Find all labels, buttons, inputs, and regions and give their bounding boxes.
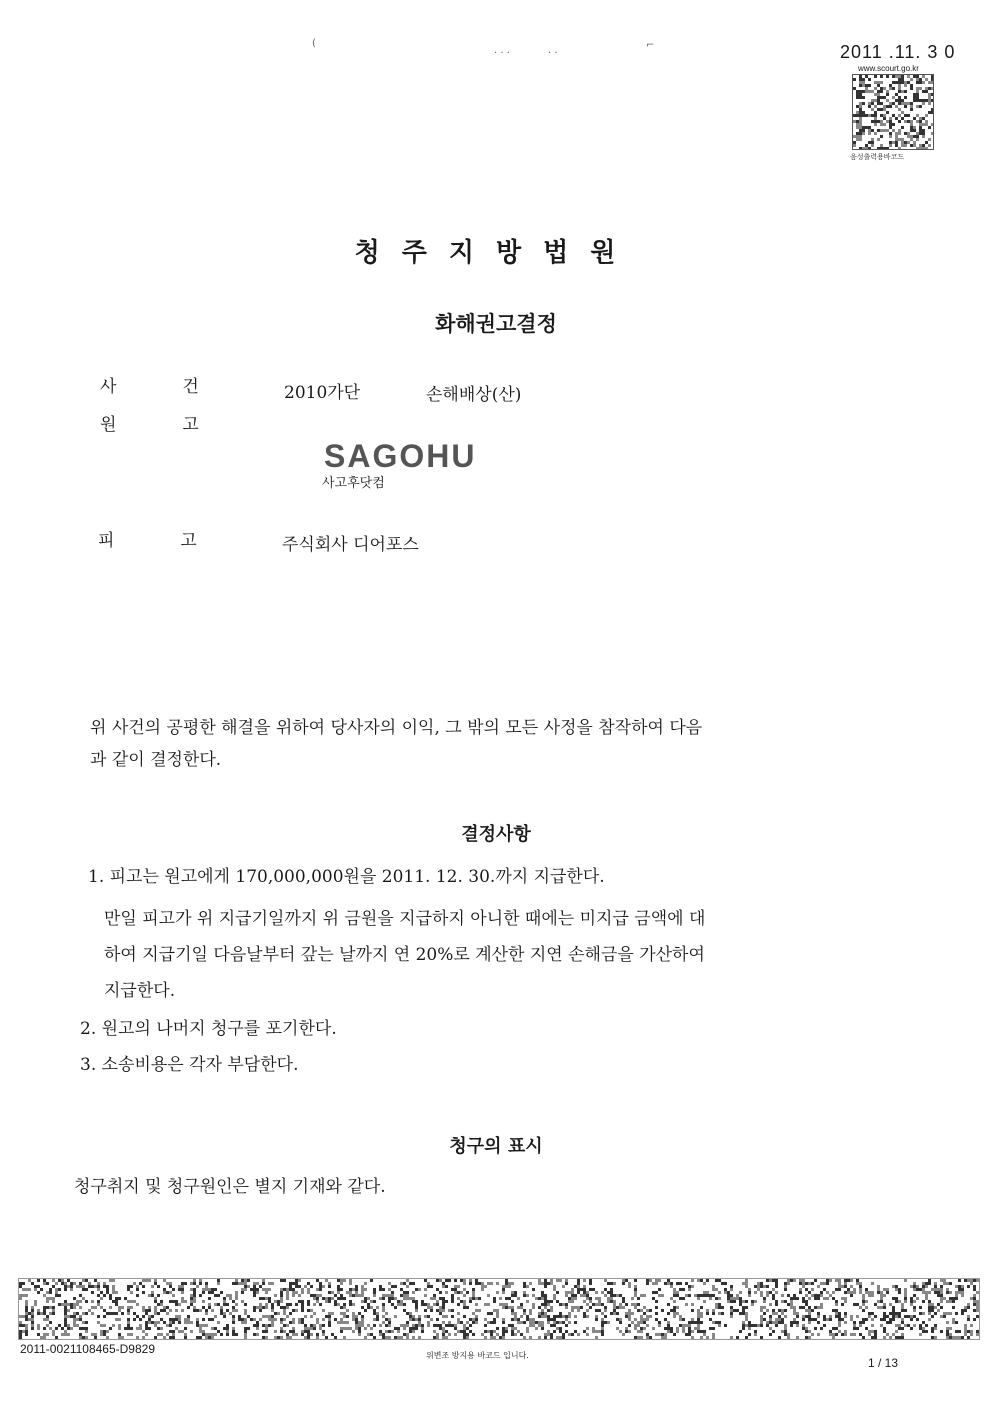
court-name: 청주지방법원 (354, 238, 638, 268)
logo-text: SAGOHU (324, 438, 477, 474)
page-number: 1 / 13 (868, 1356, 899, 1370)
qr-pattern (853, 75, 933, 149)
barcode-note: 위변조 방지용 바코드 입니다. (426, 1351, 529, 1360)
scan-speck: ( (312, 38, 316, 49)
barcode-pattern (19, 1279, 979, 1339)
case-number: 2010가단 (284, 383, 361, 403)
anti-forgery-barcode (18, 1278, 980, 1340)
stamp-date: 2011 .11. 3 0 (840, 42, 956, 62)
document-title: 화해권고결정 (435, 312, 557, 336)
defendant-label: 피고 (98, 531, 263, 551)
decision-item-1: 1. 피고는 원고에게 170,000,000원을 2011. 12. 30.까지 지급한다. (88, 867, 605, 887)
case-label: 사건 (100, 377, 265, 397)
intro-line-1: 위 사건의 공평한 해결을 위하여 당사자의 이익, 그 밖의 모든 사정을 참작하여 다음 (90, 718, 703, 738)
decision-item-1-detail-1: 만일 피고가 위 지급기일까지 위 금원을 지급하지 아니한 때에는 미지급 금액에 대 (104, 909, 706, 929)
decision-item-2: 2. 원고의 나머지 청구를 포기한다. (80, 1019, 337, 1039)
case-name: 손해배상(산) (426, 385, 522, 405)
qr-code (852, 74, 934, 150)
plaintiff-label: 원고 (100, 415, 265, 435)
defendant-name: 주식회사 디어포스 (282, 535, 419, 555)
logo-subtext: 사고후닷컴 (322, 476, 385, 491)
scan-speck: · · (548, 48, 558, 59)
claim-heading: 청구의 표시 (449, 1136, 543, 1157)
decision-item-3: 3. 소송비용은 각자 부담한다. (80, 1055, 299, 1075)
scan-speck: ⌐ (646, 40, 655, 51)
decision-item-1-detail-3: 지급한다. (104, 981, 176, 1001)
qr-caption: 음성출력용바코드 (850, 153, 905, 161)
decision-heading: 결정사항 (461, 824, 531, 845)
claim-text: 청구취지 및 청구원인은 별지 기재와 같다. (74, 1177, 386, 1197)
document-id: 2011-0021108465-D9829 (20, 1342, 156, 1356)
stamp-url: www.scourt.go.kr (858, 64, 919, 73)
intro-line-2: 과 같이 결정한다. (90, 750, 222, 770)
scan-speck: · · · (494, 48, 510, 59)
decision-item-1-detail-2: 하여 지급기일 다음날부터 갚는 날까지 연 20%로 계산한 지연 손해금을 가산하여 (104, 945, 705, 965)
